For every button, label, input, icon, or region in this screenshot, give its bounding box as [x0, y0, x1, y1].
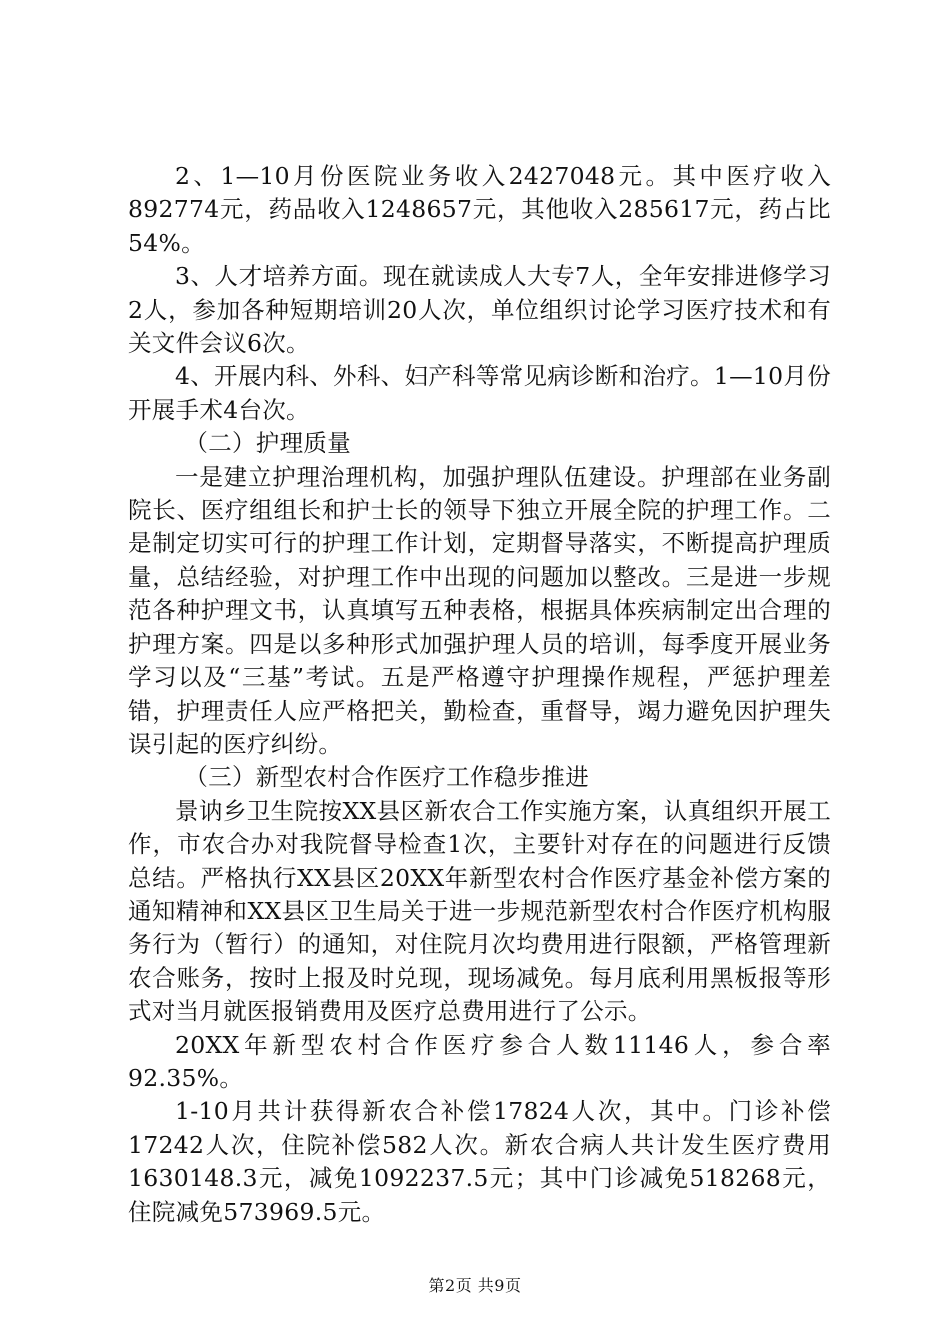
paragraph-participation-rate: 20XX年新型农村合作医疗参合人数11146人，参合率92.35%。: [128, 1030, 831, 1092]
paragraph-compensation-stats: 1-10月共计获得新农合补偿17824人次，其中。门诊补偿17242人次，住院补偿582人次。新农合病人共计发生医疗费用1630148.3元，减免1092237.5元；其中门诊减免518268元，住院减免573969.5元。: [128, 1097, 831, 1226]
section-heading-nursing-quality: （二）护理质量: [184, 429, 351, 458]
document-body: [128, 160, 831, 1229]
section-heading-rural-cooperative-medical: （三）新型农村合作医疗工作稳步推进: [184, 763, 589, 792]
page-number-footer: 第2页 共9页: [428, 1276, 522, 1295]
paragraph-business-income: 2、1—10月份医院业务收入2427048元。其中医疗收入892774元，药品收入1248657元，其他收入285617元，药占比54%。: [128, 162, 831, 257]
paragraph-cooperative-work: 景讷乡卫生院按XX县区新农合工作实施方案，认真组织开展工作，市农合办对我院督导检查1次，主要针对存在的问题进行反馈总结。严格执行XX县区20XX年新型农村合作医疗基金补偿方案的通知精神和XX县区卫生局关于进一步规范新型农村合作医疗机构服务行为（暂行）的通知，对住院月次均费用进行限额，严格管理新农合账务，按时上报及时兑现，现场减免。每月底利用黑板报等形式对当月就医报销费用及医疗总费用进行了公示。: [128, 796, 831, 1026]
paragraph-common-diseases: 4、开展内科、外科、妇产科等常见病诊断和治疗。1—10月份开展手术4台次。: [128, 362, 832, 424]
paragraph-nursing-measures: 一是建立护理治理机构，加强护理队伍建设。护理部在业务副院长、医疗组组长和护士长的领导下独立开展全院的护理工作。二是制定切实可行的护理工作计划，定期督导落实，不断提高护理质量，总结经验，对护理工作中出现的问题加以整改。三是进一步规范各种护理文书，认真填写五种表格，根据具体疾病制定出合理的护理方案。四是以多种形式加强护理人员的培训，每季度开展业务学习以及“三基”考试。五是严格遵守护理操作规程，严惩护理差错，护理责任人应严格把关，勤检查，重督导，竭力避免因护理失误引起的医疗纠纷。: [128, 462, 831, 758]
paragraph-talent-training: 3、人才培养方面。现在就读成人大专7人，全年安排进修学习2人，参加各种短期培训20人次，单位组织讨论学习医疗技术和有关文件会议6次。: [128, 262, 831, 358]
